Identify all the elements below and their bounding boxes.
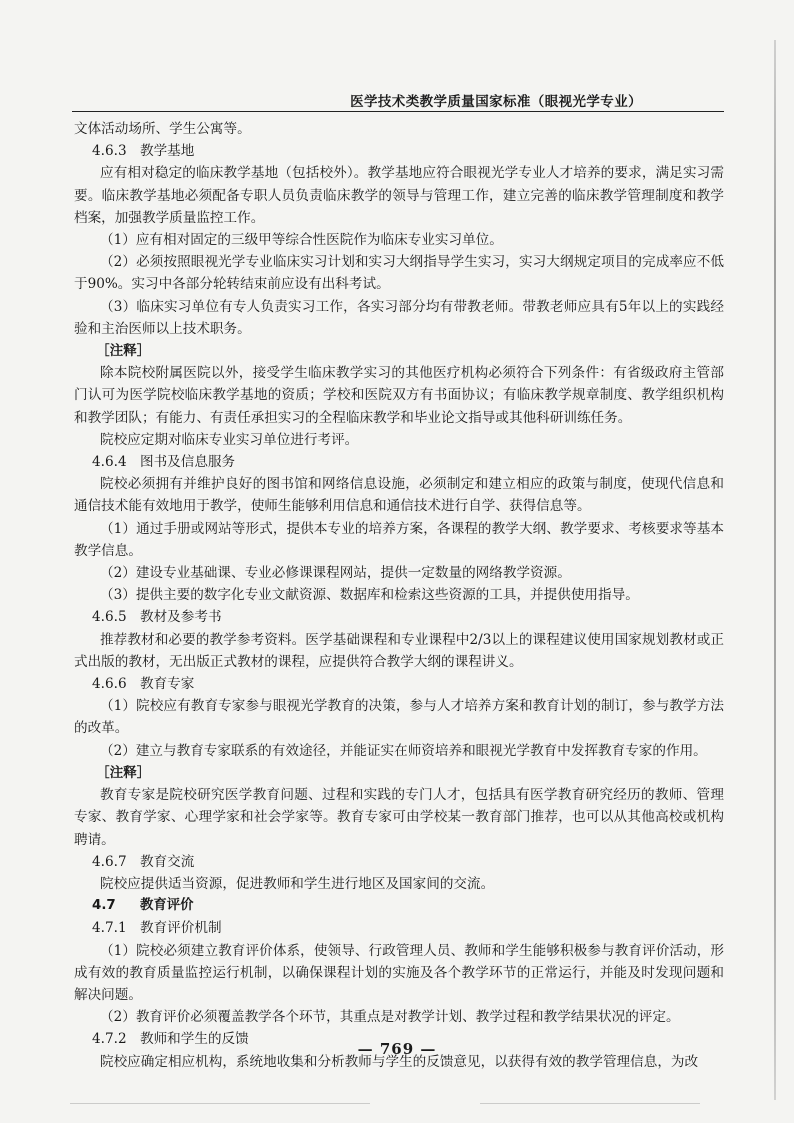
paragraph-continuation: 文体活动场所、学生公寓等。	[74, 121, 251, 137]
section-number: 4.6.6	[92, 676, 127, 693]
paragraph: 应有相对稳定的临床教学基地（包括校外）。教学基地应符合眼视光学专业人才培养的要求，满足实习需要。临床教学基地必须配备专职人员负责临床教学的领导与管理工作，建立完善的临床教学管理制度和教学档案，加强教学质量监控工作。	[74, 165, 724, 226]
section-number: 4.6.5	[92, 609, 127, 626]
section-heading	[74, 851, 724, 873]
paragraph: （2）建设专业基础课、专业必修课课程网站，提供一定数量的网络教学资源。	[100, 565, 571, 582]
section-number: 4.6.7	[92, 853, 127, 870]
paragraph: （1）院校必须建立教育评价体系，使领导、行政管理人员、教师和学生能够积极参与教育评价活动，形成有效的教育质量监控运行机制，以确保课程计划的实施及各个教学环节的正常运行，并能及时发现问题和解决问题。	[74, 942, 724, 1003]
section-heading	[74, 673, 724, 695]
section-title: 教育专家	[140, 676, 195, 693]
paragraph: 院校应确定相应机构，系统地收集和分析教师与学生的反馈意见，以获得有效的教学管理信息，为改	[100, 1053, 699, 1070]
section-heading	[74, 140, 724, 162]
scan-noise	[480, 1103, 700, 1104]
note-label: ［注释］	[96, 764, 151, 781]
header-rule	[72, 111, 724, 112]
scan-noise	[70, 1103, 370, 1104]
section-number: 4.7	[92, 898, 116, 914]
paragraph: （1）院校应有教育专家参与眼视光学教育的决策，参与人才培养方案和教育计划的制订，参与教学方法的改革。	[74, 698, 724, 737]
section-heading	[74, 895, 724, 917]
section-number: 4.6.3	[92, 143, 127, 160]
section-heading	[74, 451, 724, 473]
page-body	[74, 118, 724, 1073]
section-title: 教育评价	[140, 898, 194, 914]
paragraph: 教育专家是院校研究医学教育问题、过程和实践的专门人才，包括具有医学教育研究经历的教师、管理专家、教育学家、心理学家和社会学家等。教育专家可由学校某一教育部门推荐，也可以从其他高校或机构聘请。	[74, 787, 724, 848]
note-label: ［注释］	[96, 343, 151, 360]
section-heading	[74, 606, 724, 628]
section-number: 4.7.2	[92, 1031, 127, 1048]
paragraph: 院校应定期对临床专业实习单位进行考评。	[100, 431, 359, 448]
section-number: 4.7.1	[92, 920, 127, 937]
paragraph: 除本院校附属医院以外，接受学生临床教学实习的其他医疗机构必须符合下列条件：有省级政府主管部门认可为医学院校临床教学基地的资质；学校和医院双方有书面协议；有临床教学规章制度、教学组织机构和教学团队；有能力、有责任承担实习的全程临床教学和毕业论文指导或其他科研训练任务。	[74, 365, 724, 426]
scan-edge-line	[774, 40, 776, 1100]
paragraph: 院校应提供适当资源，促进教师和学生进行地区及国家间的交流。	[100, 875, 495, 892]
section-title: 教育评价机制	[140, 920, 222, 937]
section-title: 教材及参考书	[140, 609, 222, 626]
paragraph: （2）建立与教育专家联系的有效途径，并能证实在师资培养和眼视光学教育中发挥教育专家的作用。	[100, 742, 707, 759]
paragraph: 院校必须拥有并维护良好的图书馆和网络信息设施，必须制定和建立相应的政策与制度，使现代信息和通信技术能有效地用于教学，使师生能够利用信息和通信技术进行自学、获得信息等。	[74, 476, 724, 515]
page-number: — 769 —	[357, 1040, 437, 1058]
paragraph: （1）应有相对固定的三级甲等综合性医院作为临床专业实习单位。	[100, 232, 503, 249]
section-title: 教学基地	[140, 143, 195, 160]
paragraph: （2）必须按照眼视光学专业临床实习计划和实习大纲指导学生实习，实习大纲规定项目的完成率应不低于90%。实习中各部分轮转结束前应设有出科考试。	[74, 254, 724, 293]
section-heading	[74, 917, 724, 939]
running-header: 医学技术类教学质量国家标准（眼视光学专业）	[350, 94, 642, 110]
paragraph: （1）通过手册或网站等形式，提供本专业的培养方案，各课程的教学大纲、教学要求、考核要求等基本教学信息。	[74, 520, 724, 559]
paragraph: （3）提供主要的数字化专业文献资源、数据库和检索这些资源的工具，并提供使用指导。	[100, 587, 639, 604]
paragraph: （2）教育评价必须覆盖教学各个环节，其重点是对教学计划、教学过程和教学结果状况的评定。	[100, 1009, 680, 1026]
section-title: 图书及信息服务	[140, 454, 236, 471]
section-title: 教师和学生的反馈	[140, 1031, 249, 1048]
section-title: 教育交流	[140, 853, 195, 870]
section-number: 4.6.4	[92, 454, 127, 471]
paragraph: 推荐教材和必要的教学参考资料。医学基础课程和专业课程中2/3以上的课程建议使用国家规划教材或正式出版的教材，无出版正式教材的课程，应提供符合教学大纲的课程讲义。	[74, 631, 724, 670]
paragraph: （3）临床实习单位有专人负责实习工作，各实习部分均有带教老师。带教老师应具有5年以上的实践经验和主治医师以上技术职务。	[74, 298, 724, 337]
